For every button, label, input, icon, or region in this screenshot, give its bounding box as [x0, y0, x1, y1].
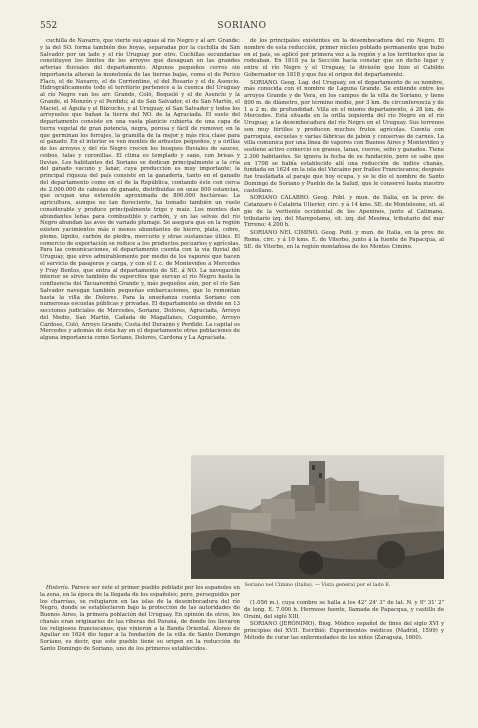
entry-soriano-nel-cimino: SORIANO NEL CIMINO. Geog. Pobl. y mun. de Italia, en la prov. de Roma, circ. y á 10 kms. E. de Viterbo, junto á la fuente de Papacqua, al SE. de Viterbo, en la región montañosa de los Montes Cimino. — [244, 230, 444, 250]
history-text: Parece ser éste el primer pueblo poblado por los españoles en la zona, en la época de la llegada de los españoles; pero, perseguidos por los charrúas, se refugiaron en las islas de la desembocadura del río Negro, donde se establecieron bajo la protección de las autoridades de Buenos Aires, la primera población del Uruguay. En opinión de otros, los chanás eran originarios de las riberas del Paraná, de donde los llevaron los religiosos franciscanos, que vinieron a la Banda Oriental. Alonso de Aguilar en 1624 dio lugar a la fundación de la villa de Santo Domingo Soriano, es decir, que este pueblo tiene su origen en la reducción de Santo Domingo de Soriano, uno de los primeros establecidos. — [40, 585, 240, 652]
entry-soriano-jeronimo: SORIANO (JERÓNIMO). Biog. Médico español de fines del siglo XVI y principios del XVII. Escribió: Experimentos médicos (Madrid, 1599) y Método de curar las enfermedades de los niños (Zaragoza, 1600). — [244, 621, 444, 641]
body-paragraph: (1.056 m.), cuya cumbre se halla á los 42° 24' 3" de lat. N. y 9° 31' 2" de long. E. 7.000 h. Hermoso fuente, llamada de Papacqua, y castillo de Orsini, del siglo XIII. — [244, 600, 444, 620]
column-right-bottom — [244, 600, 444, 710]
column-left-top — [40, 38, 240, 494]
entry-soriano-calabro: SORIANO CALABRO. Geog. Pobl. y mun. de Italia, en la prov. de Catanzaro ó Calabria Ulterior, circ. y á 14 kms. SE. de Monteleone, sit. al pie de la vertiente occidental de los Apeninos, junto al Calimano, tributario izq. del Marepotamo, sit. izq. del Mesima, tributario del mar Tirreno; 4.200 h. — [244, 195, 444, 229]
running-title: SORIANO — [217, 21, 267, 31]
body-paragraph: de los principales existentes en la desembocadura del río Negro. El nombre de esta reducción, primer núcleo poblado permanente que hubo en el país, se aplicó por primera vez a la región y a los territorios que la rodeaban. En 1818 ya la Sección hacía constar que en dicho lugar y entre el río Negro y el Uruguay, la división que hizo el Cabildo Gobernador en 1818 y que fue el origen del departamento. — [244, 38, 444, 78]
history-paragraph — [40, 585, 240, 653]
body-paragraph: cuchilla de Navarro, que vierte sus aguas al río Negro y al arr. Grande; y la del SO. forma también dos hoyas, separadas por la cuchilla de San Salvador por un lado y el río Uruguay por otro. Cuchillas secundarias constituyen los límites de los arroyos que desaguan en las grandes arterias fluviales del departamento. Algunos pequeños cerros sin importancia alteran la monotonía de las tierras bajas, como el de Perico Flaco, el de Navarro, el de Corrientino, el del Rosario y el de Asencio. Hidrográficamente todo el territorio pertenece a la cuenca del Uruguay al río Negro van los arr. Grande, Coló, Bequeló y el de Asencio y la Grande, el Monzón y el Perdido; al de San Salvador, el de San Martín, el Maciel, el Águila y el Bizcocho, y al Uruguay, el San Salvador y todos los arroyuelos que bañan la tierra del NO. de la Agraciada. El suelo del departamento consiste en una vasta planicie cubierta de una capa de tierra vegetal de gran potencia, negra, porosa y fácil de remover, en la que germinan los forrajes, la gramilla de la mejor y más rica clase para el ganado. En el interior se ven montes de arbustos pequeños, y a orillas de los arroyos y del río Negro crecen los bosques fluviales de sauces, ceibos, talas y coronillas. El clima es templado y sano, con brisas y lluvias. Los habitantes del Soriano se dedican principalmente a la cría del ganado vacuno y lanar, cuya producción es muy importante; la principal riqueza del país consiste en la ganadería, tanto en el ganado del departamento como en el de la República, contando éste con cerca de 2.000.000 de cabezas de ganado, distribuidas en unas 800 estancias, que ocupan una extensión aproximada de 800.000 hectáreas. La agricultura, aunque no tan floreciente, ha tomado también un vuelo considerable y produce principalmente trigo y maíz. Los montes dan abundantes leñas para combustible y carbón, y en las selvas del río Negro abundan las aves de variado plumaje. Se asegura que en la región existen yacimientos más o menos abundantes de hierro, plata, cobre, plomo, lignito, carbón de piedra, mercurio y otras sustancias útiles. El comercio de exportación se reduce a los productos pecuarios y agrícolas. Para las comunicaciones, el departamento cuenta con la vía fluvial del Uruguay, que sirve admirablemente por medio de los vapores que hacen el servicio de pasajeros y carga, y con el f. c. de Montevideo a Mercedes y Fray Bentos, que entra al departamento de SE. á NO. La navegación interior se sirve también de vaporcitos que surcan el río Negro hasta la confluencia del Tacuarembó Grande y, más pequeños aún, por el río San Salvador navegan también pequeñas embarcaciones, que lo remontan hasta la villa de Dolores. Para la enseñanza cuenta Soriano con numerosas escuelas públicas y privadas. El departamento se divide en 13 secciones judiciales de Mercedes, Soriano, Dolores, Agraciada, Arroyo del Medio, San Martín, Cañada de Magallanes, Coquimbo, Arroyo Cardoso, Coló, Arroyo Grande, Costa del Durazno y Perdido. La capital es Mercedes y además de ésta hay en el departamento otras poblaciones de alguna importancia como Soriano, Dolores, Cardona y La Agraciada. — [40, 38, 240, 341]
history-label: Historia. — [46, 585, 70, 591]
entry-soriano-laguna: SORIANO. Geog. Lag. del Uruguay, en el departamento de su nombre, más conocida con el nombre de Laguna Grande. Se extiende entre los arroyos Grande y de Vera, en los campos de la villa de Soriano, y tiene 800 m. de diámetro, por término medio, por 3 km. de circunferencia y de 1 a 2 m. de profundidad. Villa en el mismo departamento, á 28 km. de Mercedes. Está situada en la orilla izquierda del río Negro en el río Uruguay, a la desembocadura del río Negro en el Uruguay. Sus terrenos son muy fértiles y producen muchos frutos agrícolas. Cuenta con parroquia, escuelas y varias fábricas de jabón y conservas de carnes. La villa comunica por una línea de vapores con Buenos Aires y Montevideo y sostiene activo comercio en granos, lanas, cueros, sebo y ganados. Tiene 2.300 habitantes. Se ignora la fecha de su fundación, pero se sabe que en 1708 se había establecido allí una reducción de indios chanás, fundada en 1624 en la isla del Vizcaíno por frailes Franciscanos; después fue trasladada al paraje que hoy ocupa, y se le dio el nombre de Santo Domingo de Soriano y Pueblo de la Salud, que le conservó hasta nuestro castellano. — [244, 79, 444, 194]
page-number: 552 — [40, 21, 58, 31]
figure-caption: Soriano nel Cimino (Italia). — Vista general por el lado E. — [244, 582, 391, 588]
page-header — [40, 21, 444, 35]
figure-photo-soriano-nel-cimino — [191, 455, 444, 579]
column-left-history — [40, 585, 240, 700]
column-right-top — [244, 38, 444, 454]
